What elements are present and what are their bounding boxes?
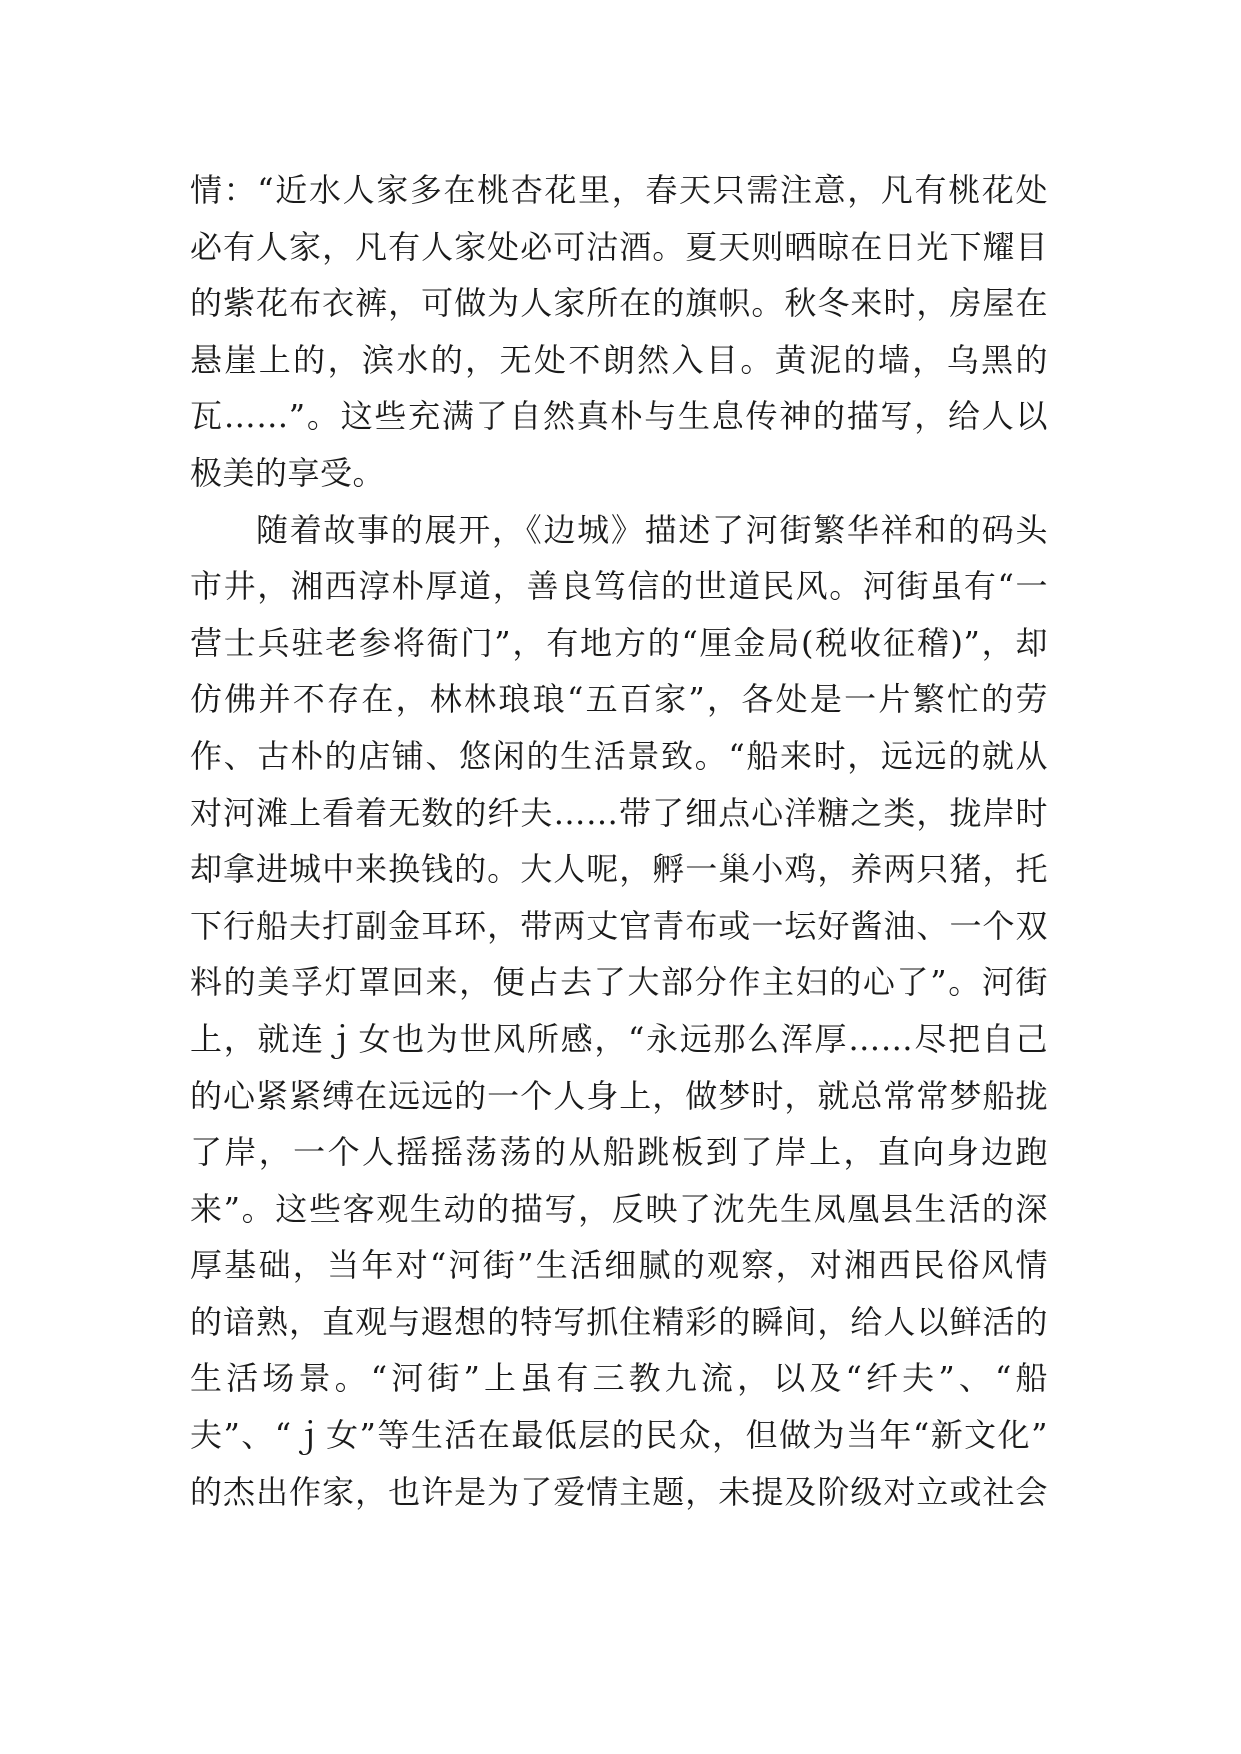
text-line: 极美的享受。 [190,453,386,492]
text-line: 生活场景。“河街”上虽有三教九流，以及“纤夫”、“船 [190,1359,1048,1398]
text-line: 了岸，一个人摇摇荡荡的从船跳板到了岸上，直向身边跑 [190,1133,1048,1172]
text-line: 悬崖上的，滨水的，无处不朗然入目。黄泥的墙，乌黑的 [190,340,1048,379]
body-text [190,162,1048,1520]
text-line: 情：“近水人家多在桃杏花里，春天只需注意，凡有桃花处 [190,171,1048,209]
text-line: 瓦……”。这些充满了自然真朴与生息传神的描写，给人以 [190,397,1048,436]
text-line: 的心紧紧缚在远远的一个人身上，做梦时，就总常常梦船拢 [190,1076,1048,1115]
text-line: 下行船夫打副金耳环，带两丈官青布或一坛好酱油、一个双 [190,906,1048,945]
text-line: 的谙熟，直观与遐想的特写抓住精彩的瞬间，给人以鲜活的 [190,1302,1048,1341]
text-line: 仿佛并不存在，林林琅琅“五百家”，各处是一片繁忙的劳 [190,680,1048,719]
paragraph-1 [190,162,1048,502]
text-line: 随着故事的展开，《边城》描述了河街繁华祥和的码头 [256,510,1048,549]
text-line: 作、古朴的店铺、悠闲的生活景致。“船来时，远远的就从 [190,736,1048,775]
text-line: 的杰出作家，也许是为了爱情主题，未提及阶级对立或社会 [190,1472,1048,1511]
text-line: 料的美孚灯罩回来，便占去了大部分作主妇的心了”。河街 [190,963,1048,1002]
text-line: 的紫花布衣裤，可做为人家所在的旗帜。秋冬来时，房屋在 [190,284,1048,323]
text-line: 对河滩上看着无数的纤夫……带了细点心洋糖之类，拢岸时 [190,793,1048,832]
paragraph-2 [190,502,1048,1521]
text-line: 营士兵驻老参将衙门”，有地方的“厘金局(税收征稽)”，却 [190,623,1048,662]
text-line: 上，就连ｊ女也为世风所感，“永远那么浑厚……尽把自己 [190,1019,1048,1058]
text-line: 市井，湘西淳朴厚道，善良笃信的世道民风。河街虽有“一 [190,567,1048,606]
text-line: 必有人家，凡有人家处必可沽酒。夏天则晒晾在日光下耀目 [190,227,1048,266]
text-line: 来”。这些客观生动的描写，反映了沈先生凤凰县生活的深 [190,1189,1048,1228]
text-line: 厚基础，当年对“河街”生活细腻的观察，对湘西民俗风情 [190,1246,1048,1285]
text-line: 夫”、“ｊ女”等生活在最低层的民众，但做为当年“新文化” [190,1416,1048,1455]
text-line: 却拿进城中来换钱的。大人呢，孵一巢小鸡，养两只猪，托 [190,850,1048,889]
